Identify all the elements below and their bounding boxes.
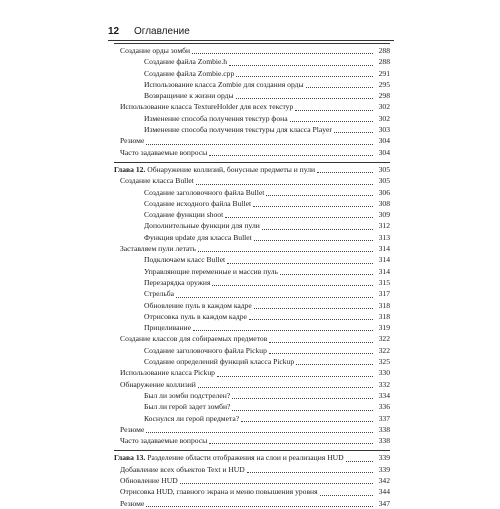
toc-entry-title <box>144 288 174 299</box>
toc-entry-title <box>144 401 230 412</box>
dot-leader <box>229 65 373 66</box>
toc-entry-title <box>144 277 210 288</box>
toc-entry <box>114 475 390 486</box>
toc-entry-title <box>144 232 252 243</box>
toc-entry-title <box>120 475 178 486</box>
toc-entry-text: Изменение способа получения текстуры для класса Player <box>144 125 332 135</box>
toc-entry-text: Создание функции shoot <box>144 210 224 220</box>
dot-leader <box>280 274 373 275</box>
toc-entry <box>114 198 390 209</box>
toc-entry <box>114 113 390 124</box>
toc-entry-title <box>120 45 190 56</box>
dot-leader <box>209 443 373 444</box>
toc-page-number: 309 <box>378 210 390 220</box>
dot-leader <box>176 297 373 298</box>
toc-entry-text: Создание орды зомби <box>120 46 191 55</box>
toc-page-number: 315 <box>378 277 390 287</box>
toc-entry-title <box>120 367 215 378</box>
toc-entry-title <box>144 187 264 198</box>
toc-entry-text: Создание определений функций класса Pickup <box>144 357 295 367</box>
page-header <box>108 24 392 38</box>
toc-entry-text: Отрисовка пуль в каждом кадре <box>144 311 247 321</box>
toc-entry-text: Создание файла Zombie.cpp <box>144 68 235 78</box>
toc-section <box>114 43 390 158</box>
toc-entry-title <box>144 124 332 135</box>
chapter-label: Глава 13. <box>114 453 146 463</box>
toc-entry <box>114 147 390 158</box>
toc-page-number: 334 <box>378 390 390 400</box>
toc-entry <box>114 187 390 198</box>
toc-page-number: 338 <box>378 424 390 434</box>
toc-page-number: 288 <box>378 46 390 55</box>
toc-chapter-entry <box>114 164 390 175</box>
toc-entry-text: Обнаружение коллизий, бонусные предметы и пули <box>147 164 316 174</box>
toc-entry <box>114 333 390 344</box>
toc-entry <box>114 300 390 311</box>
toc-entry-title <box>120 498 144 509</box>
toc-entry <box>114 345 390 356</box>
toc-entry-text: Стрельба <box>144 289 175 299</box>
toc-entry <box>114 390 390 401</box>
toc-entry <box>114 498 390 509</box>
dot-leader <box>232 410 373 411</box>
toc-entry-text: Часто задаваемые вопросы <box>120 147 208 157</box>
toc-entry-text: Возвращение к жизни орды <box>144 91 234 101</box>
toc-page-number: 291 <box>378 68 390 78</box>
toc-entry-text: Создание заголовочного файла Bullet <box>144 187 265 197</box>
toc-entry-title <box>120 135 144 146</box>
toc-entry <box>114 464 390 475</box>
toc-page-number: 298 <box>378 91 390 101</box>
dot-leader <box>295 110 373 111</box>
toc-section <box>114 162 390 446</box>
toc-page-number: 312 <box>378 221 390 231</box>
dot-leader <box>196 184 373 185</box>
toc-entry <box>114 90 390 101</box>
toc-page-number: 314 <box>378 244 390 254</box>
toc-entry-text: Прицеливание <box>144 323 191 333</box>
toc-page-number: 306 <box>378 187 390 197</box>
toc-entry-title <box>120 379 196 390</box>
dot-leader <box>209 155 373 156</box>
dot-leader <box>249 319 373 320</box>
dot-leader <box>247 472 373 473</box>
toc-page-number: 303 <box>378 125 390 135</box>
dot-leader <box>193 330 373 331</box>
toc-entry-text: Был ли герой задет зомби? <box>144 402 231 412</box>
toc-entry <box>114 356 390 367</box>
toc-entry <box>114 209 390 220</box>
dot-leader <box>334 132 373 133</box>
toc-page-number: 317 <box>378 289 390 299</box>
toc-entry-text: Заставляем пули летать <box>120 244 196 254</box>
toc-entry-title <box>120 486 318 497</box>
toc-page-number: 347 <box>378 498 390 508</box>
toc-page-number: 319 <box>378 323 390 333</box>
toc-page-number: 314 <box>378 266 390 276</box>
toc-page-number: 305 <box>378 164 390 174</box>
chapter-label: Глава 12. <box>114 164 146 174</box>
toc-entry <box>114 424 390 435</box>
toc-entry-title <box>120 175 194 186</box>
toc-entry-title <box>144 322 191 333</box>
toc-entry-text: Изменение способа получения текстур фона <box>144 113 288 123</box>
dot-leader <box>146 144 373 145</box>
toc-entry-title <box>144 311 247 322</box>
toc-entry-text: Управляющие переменные и массив пуль <box>144 266 278 276</box>
dot-leader <box>217 376 373 377</box>
toc-page-number: 332 <box>378 379 390 389</box>
toc-page-number: 318 <box>378 300 390 310</box>
toc-page-number: 305 <box>378 176 390 186</box>
toc-page-number: 336 <box>378 402 390 412</box>
toc-page-number: 313 <box>378 232 390 242</box>
header-rule <box>108 40 394 41</box>
toc-entry <box>114 232 390 243</box>
page-number: 12 <box>108 25 120 37</box>
toc-entry <box>114 311 390 322</box>
toc-entry-title <box>120 101 293 112</box>
toc-entry <box>114 266 390 277</box>
toc-entry-text: Создание класса Bullet <box>120 176 194 186</box>
toc-entry-title <box>144 356 294 367</box>
dot-leader <box>296 364 373 365</box>
dot-leader <box>269 342 373 343</box>
toc-entry-text: Часто задаваемые вопросы <box>120 436 208 446</box>
toc-page-number: 342 <box>378 475 390 485</box>
dot-leader <box>146 506 373 507</box>
toc-entry-text: Был ли зомби подстрелен? <box>144 390 231 400</box>
toc-page-number: 338 <box>378 436 390 446</box>
toc-entry-title <box>144 390 230 401</box>
toc-entry-text: Резюме <box>120 424 145 434</box>
toc-entry-title <box>120 147 207 158</box>
toc-entry-title <box>120 243 196 254</box>
toc-entry <box>114 45 390 56</box>
toc-entry-text: Резюме <box>120 498 145 508</box>
toc-page-number: 339 <box>378 453 390 463</box>
dot-leader <box>236 98 373 99</box>
toc-page-number: 314 <box>378 255 390 265</box>
toc-entry <box>114 135 390 146</box>
toc-entry <box>114 413 390 424</box>
dot-leader <box>254 308 373 309</box>
toc-entry <box>114 254 390 265</box>
toc-entry-title <box>144 266 278 277</box>
toc-entry-text: Обнаружение коллизий <box>120 379 196 389</box>
toc-entry-title <box>144 198 251 209</box>
toc-entry-text: Дополнительные функции для пули <box>144 221 260 231</box>
toc-entry-title <box>144 79 304 90</box>
dot-leader <box>146 432 373 433</box>
toc-entry-title <box>144 56 227 67</box>
dot-leader <box>266 195 373 196</box>
toc-page-number: 325 <box>378 357 390 367</box>
toc-entry-title <box>120 424 144 435</box>
toc-entry-text: Создание исходного файла Bullet <box>144 198 252 208</box>
toc-entry-text: Обновление пуль в каждом кадре <box>144 300 252 310</box>
toc-entry <box>114 79 390 90</box>
toc-entry <box>114 435 390 446</box>
dot-leader <box>180 483 373 484</box>
toc-entry-text: Резюме <box>120 136 145 146</box>
toc-page-number: 330 <box>378 368 390 378</box>
toc-entry-title <box>114 164 315 175</box>
dot-leader <box>253 206 373 207</box>
toc-page-number: 295 <box>378 79 390 89</box>
toc-entry <box>114 401 390 412</box>
dot-leader <box>317 172 373 173</box>
dot-leader <box>192 53 373 54</box>
toc-entry-title <box>144 220 260 231</box>
dot-leader <box>306 87 373 88</box>
dot-leader <box>346 461 373 462</box>
toc-entry <box>114 220 390 231</box>
toc-entry <box>114 322 390 333</box>
toc-entry-title <box>120 333 267 344</box>
toc-page-number: 322 <box>378 345 390 355</box>
toc-entry <box>114 379 390 390</box>
toc-page-number: 302 <box>378 102 390 112</box>
toc-entry <box>114 288 390 299</box>
toc-page-number: 308 <box>378 198 390 208</box>
toc-page-number: 322 <box>378 334 390 344</box>
toc-entry-title <box>144 300 252 311</box>
toc-page-number: 302 <box>378 113 390 123</box>
toc-page-number: 344 <box>378 487 390 497</box>
toc-entry-text: Перезарядка оружия <box>144 277 211 287</box>
dot-leader <box>262 229 373 230</box>
toc-entry-text: Коснулся ли герой предмета? <box>144 413 240 423</box>
toc-entry-title <box>144 413 239 424</box>
dot-leader <box>320 495 373 496</box>
toc-entry-text: Отрисовка HUD, главного экрана и меню повышения уровня <box>120 487 318 497</box>
toc-entry-title <box>144 254 225 265</box>
toc-entry-title <box>144 209 223 220</box>
toc-entry <box>114 124 390 135</box>
dot-leader <box>269 353 373 354</box>
toc-entry-title <box>144 68 234 79</box>
toc-entry <box>114 56 390 67</box>
toc-entry-text: Обновление HUD <box>120 475 178 485</box>
dot-leader <box>212 285 373 286</box>
dot-leader <box>290 121 373 122</box>
toc-page-number: 288 <box>378 57 390 67</box>
toc-entry <box>114 101 390 112</box>
toc-entry-text: Использование класса Pickup <box>120 368 215 378</box>
table-of-contents <box>114 43 390 509</box>
toc-chapter-entry <box>114 452 390 463</box>
dot-leader <box>254 240 373 241</box>
toc-entry-title <box>120 464 245 475</box>
toc-entry-text: Создание классов для собираемых предметов <box>120 334 268 344</box>
toc-page-number: 318 <box>378 311 390 321</box>
toc-entry-text: Разделение области отображения на слои и реализация HUD <box>147 453 344 463</box>
toc-entry-title <box>144 345 267 356</box>
toc-entry <box>114 486 390 497</box>
toc-entry-title <box>144 113 288 124</box>
toc-section <box>114 450 390 508</box>
dot-leader <box>236 76 373 77</box>
toc-entry <box>114 68 390 79</box>
toc-entry-text: Добавление всех объектов Text и HUD <box>120 464 245 474</box>
toc-page-number: 337 <box>378 413 390 423</box>
toc-entry-title <box>120 435 207 446</box>
toc-entry-text: Использование класса TextureHolder для всех текстур <box>120 102 294 112</box>
toc-entry <box>114 175 390 186</box>
dot-leader <box>198 251 373 252</box>
dot-leader <box>232 398 373 399</box>
toc-entry-title <box>114 452 344 463</box>
toc-entry-text: Создание заголовочного файла Pickup <box>144 345 267 355</box>
toc-entry <box>114 243 390 254</box>
toc-page-number: 304 <box>378 147 390 157</box>
page-title: Оглавление <box>134 25 190 37</box>
toc-page-number: 304 <box>378 136 390 146</box>
toc-page-number: 339 <box>378 464 390 474</box>
toc-entry-title <box>144 90 234 101</box>
dot-leader <box>225 217 373 218</box>
toc-entry <box>114 277 390 288</box>
toc-entry-text: Использование класса Zombie для создания орды <box>144 79 304 89</box>
dot-leader <box>198 387 373 388</box>
toc-entry-text: Создание файла Zombie.h <box>144 57 228 67</box>
dot-leader <box>241 421 373 422</box>
dot-leader <box>227 263 373 264</box>
toc-entry <box>114 367 390 378</box>
toc-entry-text: Функция update для класса Bullet <box>144 232 252 242</box>
toc-entry-text: Подключаем класс Bullet <box>144 255 226 265</box>
